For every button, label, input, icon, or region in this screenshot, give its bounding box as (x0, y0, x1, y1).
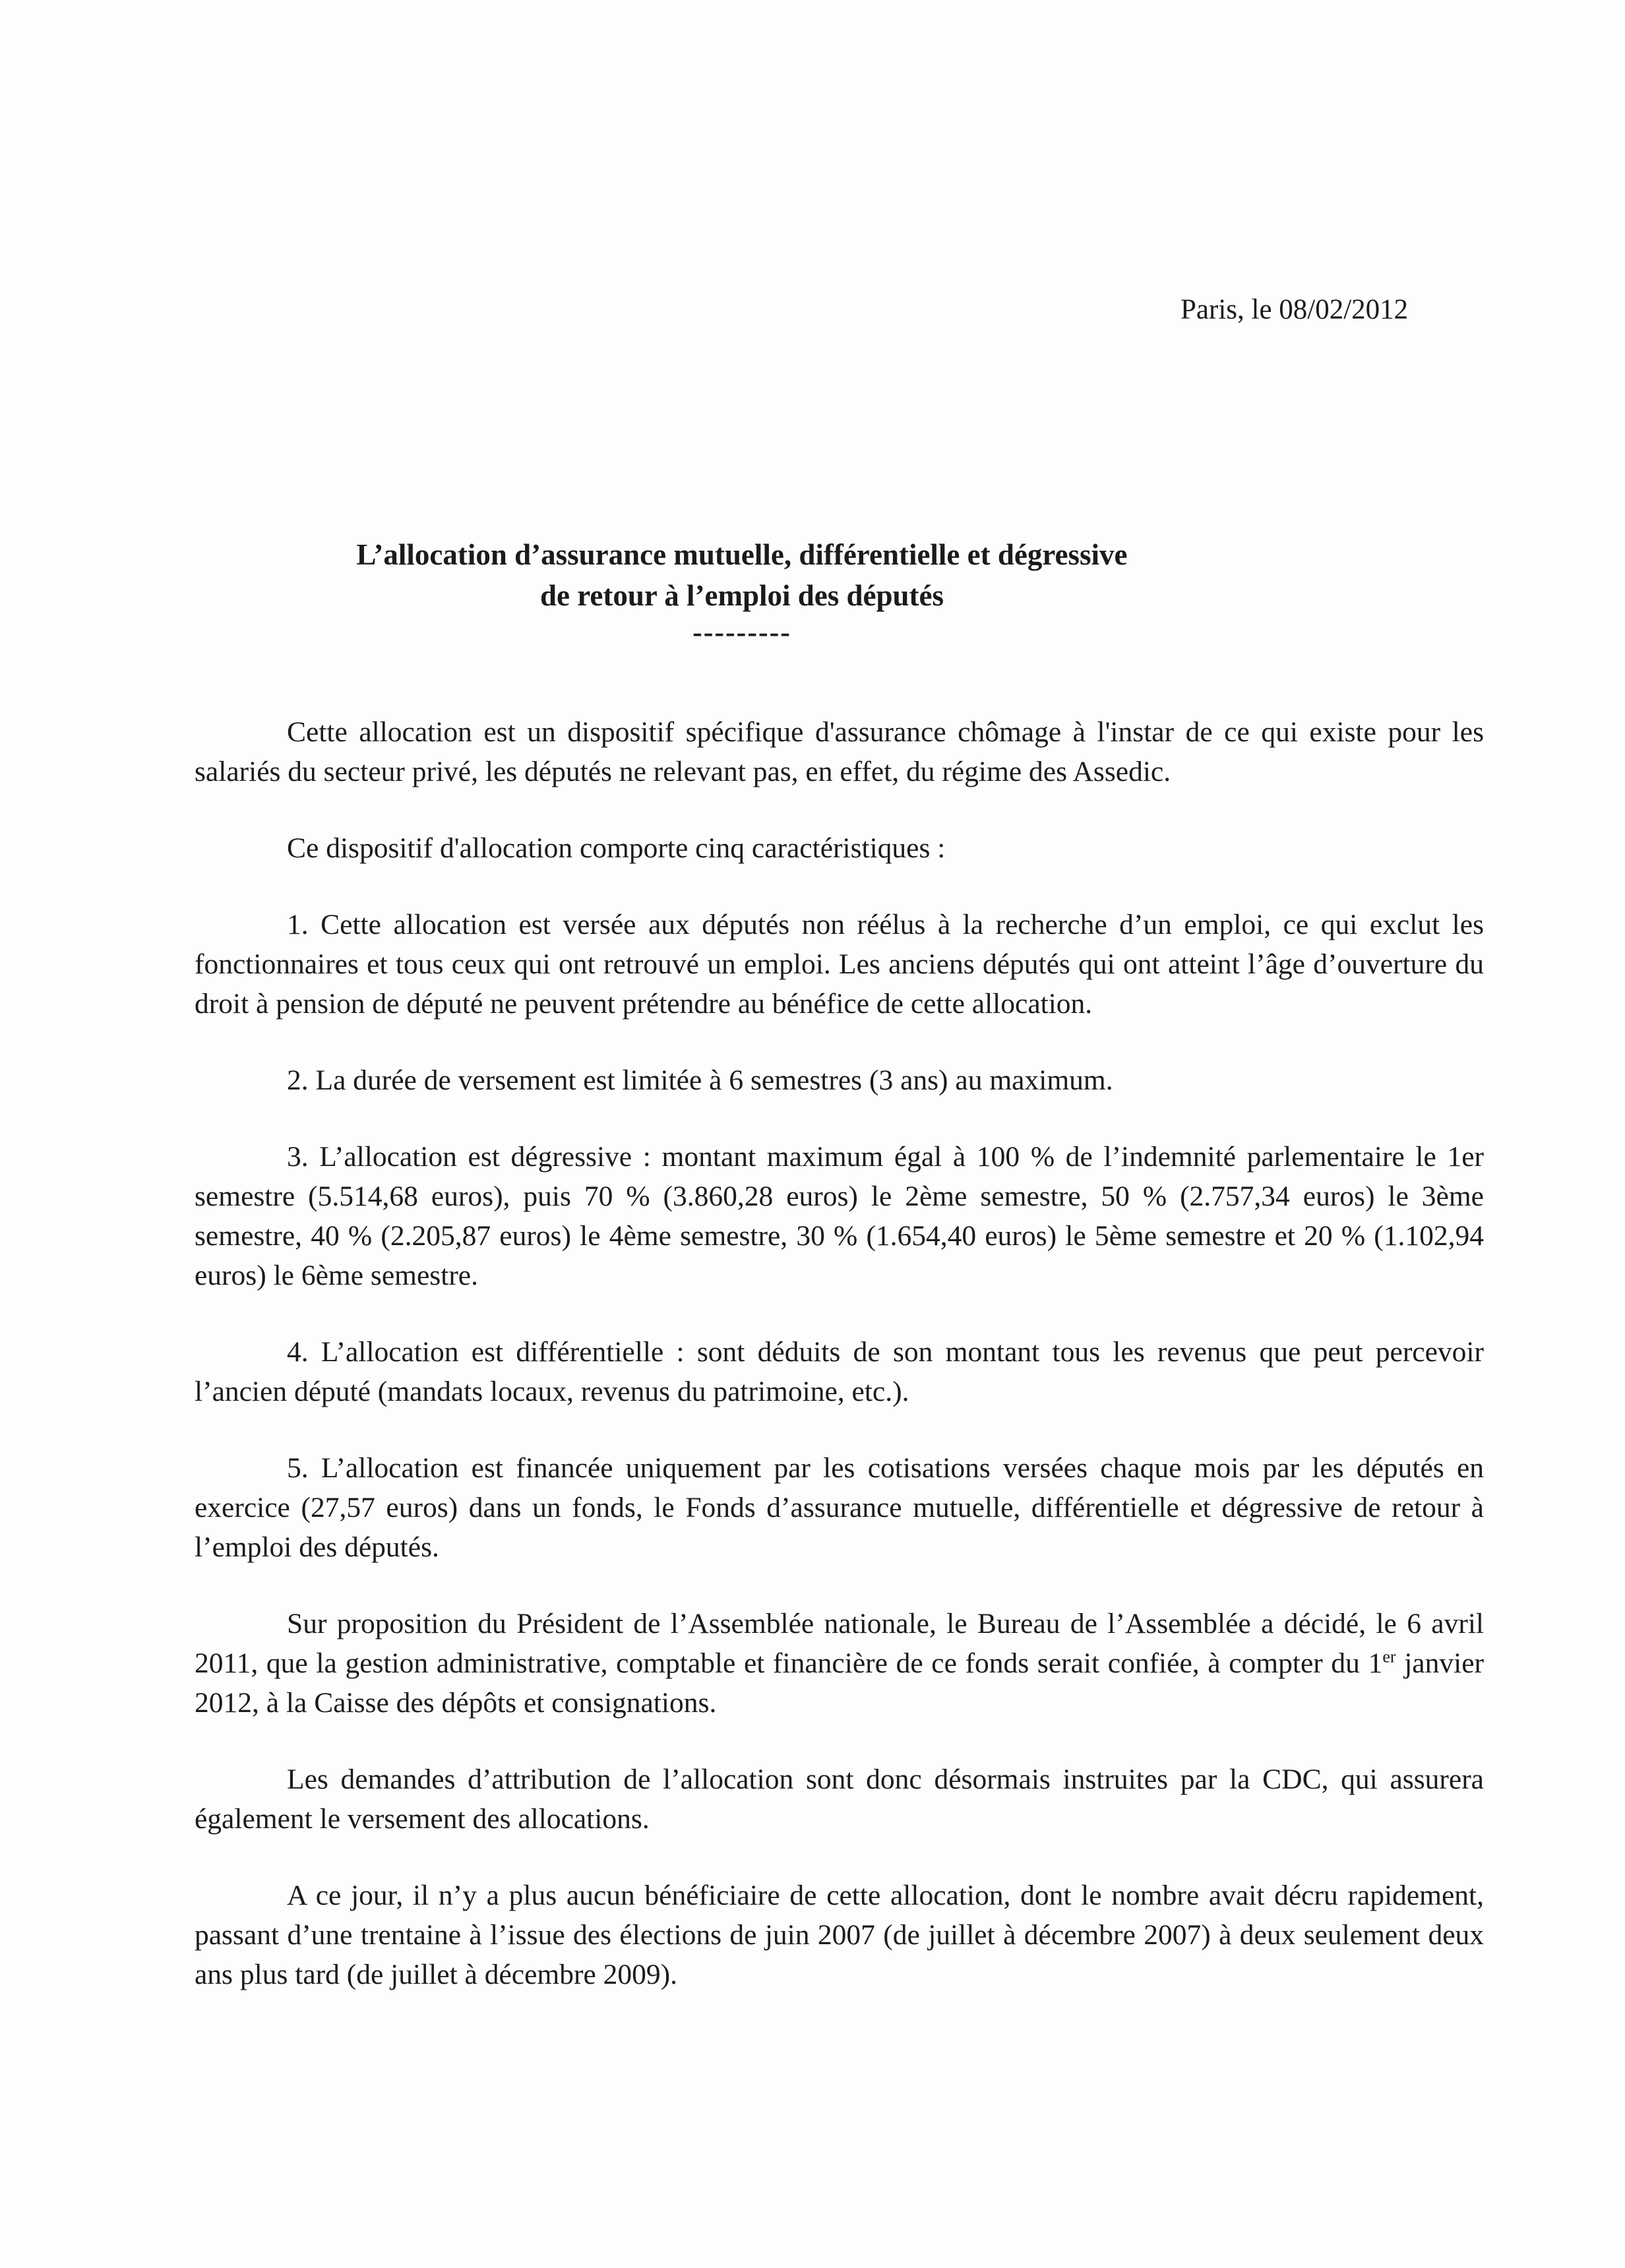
document-date: Paris, le 08/02/2012 (1180, 294, 1409, 325)
feature-point-1: 1. Cette allocation est versée aux députés non réélus à la recherche d’un emploi, ce qui exclut les fonctionnaires et tous ceux qui ont retrouvé un emploi. Les anciens députés qui ont atteint l’âge d’ouverture du droit à pension de député ne peuvent prétendre au bénéfice de cette allocation. (195, 909, 1484, 1020)
title-line-2: de retour à l’emploi des députés (539, 579, 944, 612)
document-title (231, 534, 1253, 649)
feature-point-3: 3. L’allocation est dégressive : montant maximum égal à 100 % de l’indemnité parlementaire le 1er semestre (5.514,68 euros), puis 70 % (3.860,28 euros) le 2ème semestre, 50 % (2.757,34 euros) le 3ème semestre, 40 % (2.205,87 euros) le 4ème semestre, 30 % (1.654,40 euros) le 5ème semestre et 20 % (1.102,94 euros) le 6ème semestre. (195, 1141, 1484, 1291)
requests-paragraph: Les demandes d’attribution de l’allocation sont donc désormais instruites par la CDC, qui assurera également le versement des allocations. (195, 1763, 1484, 1835)
bureau-decision-paragraph (195, 1604, 1484, 1723)
feature-point-5: 5. L’allocation est financée uniquement par les cotisations versées chaque mois par les députés en exercice (27,57 euros) dans un fonds, le Fonds d’assurance mutuelle, différentielle et dégressive de retour à l’emploi des députés. (195, 1452, 1484, 1563)
bureau-text-before: Sur proposition du Président de l’Assemblée nationale, le Bureau de l’Assemblée a décidé, le 6 avril 2011, que la gestion administrative, comptable et financière de ce fonds serait confiée, à compter du 1 (195, 1608, 1484, 1679)
feature-point-4: 4. L’allocation est différentielle : sont déduits de son montant tous les revenus que peut percevoir l’ancien député (mandats locaux, revenus du patrimoine, etc.). (195, 1336, 1484, 1407)
conclusion-paragraph: A ce jour, il n’y a plus aucun bénéficiaire de cette allocation, dont le nombre avait décru rapidement, passant d’une trentaine à l’issue des élections de juin 2007 (de juillet à décembre 2007) à deux seulement deux ans plus tard (de juillet à décembre 2009). (195, 1880, 1484, 1990)
ordinal-superscript: er (1382, 1647, 1396, 1667)
title-separator: --------- (692, 616, 791, 648)
document-body (195, 712, 1484, 2031)
features-intro-paragraph: Ce dispositif d'allocation comporte cinq caractéristiques : (287, 832, 946, 864)
title-line-1: L’allocation d’assurance mutuelle, différentielle et dégressive (356, 538, 1128, 571)
feature-point-2: 2. La durée de versement est limitée à 6 semestres (3 ans) au maximum. (287, 1064, 1113, 1096)
bureau-text-after: janvier 2012, à la Caisse des dépôts et consignations. (195, 1647, 1484, 1719)
intro-paragraph: Cette allocation est un dispositif spécifique d'assurance chômage à l'instar de ce qui existe pour les salariés du secteur privé, les députés ne relevant pas, en effet, du régime des Assedic. (195, 716, 1484, 787)
